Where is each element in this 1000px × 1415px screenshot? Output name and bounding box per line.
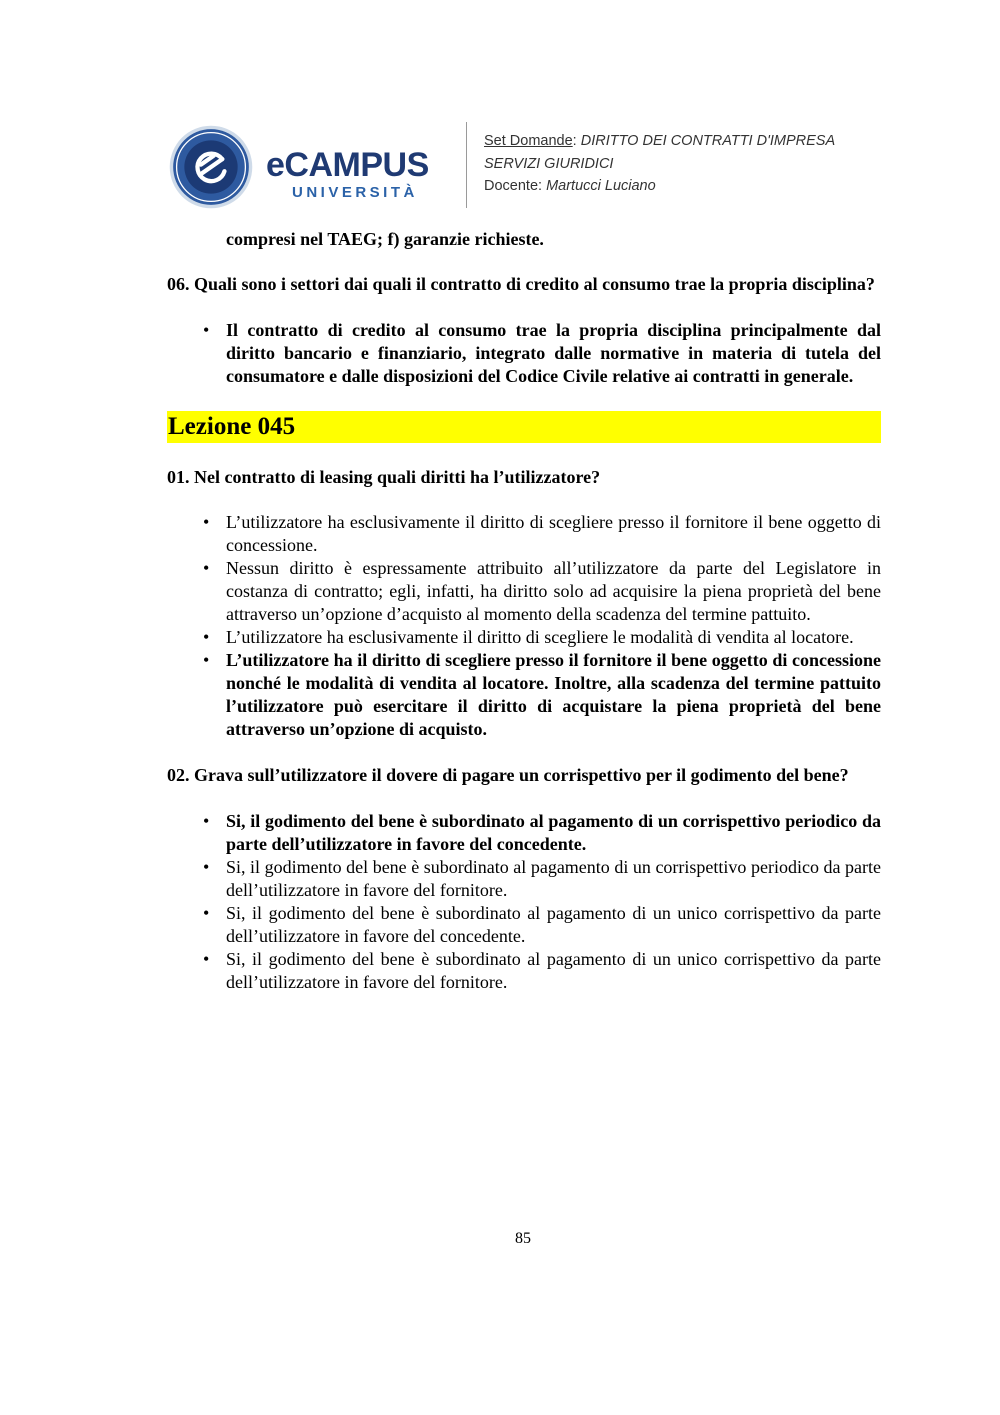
lesson-heading: Lezione 045 [167,411,881,443]
teacher-line [484,175,835,198]
set-value-line-1: DIRITTO DEI CONTRATTI D'IMPRESA [580,133,836,149]
answer-item: • L’utilizzatore ha il diritto di scegliere presso il fornitore il bene oggetto di concessione nonché le modalità di vendita al locatore. Inoltre, alla scadenza del termine pattuito l’utilizzatore può esercitare il diritto di acquistare la piena proprietà del bene attraverso un’opzione di acquisto. [226,649,881,741]
set-label: Set Domande [484,133,573,149]
set-separator: : [572,133,581,149]
question-02: 02. Grava sull’utilizzatore il dovere di pagare un corrispettivo per il godimento del bene? [167,765,849,785]
answer-list-q06 [167,319,881,388]
answer-list-q02 [167,810,881,994]
continuation-text: compresi nel TAEG; f) garanzie richieste. [226,229,544,249]
answer-item: • Si, il godimento del bene è subordinato al pagamento di un corrispettivo periodico da parte dell’utilizzatore in favore del concedente. [226,810,881,856]
answer-item: • Si, il godimento del bene è subordinato al pagamento di un unico corrispettivo da parte dell’utilizzatore in favore del concedente. [226,902,881,948]
answer-item: • L’utilizzatore ha esclusivamente il diritto di scegliere le modalità di vendita al locatore. [226,626,881,649]
header-info [484,130,835,198]
logo-wordmark: eCAMPUS [266,146,429,184]
ecampus-logo [266,146,456,206]
logo-subtitle: UNIVERSITÀ [292,184,418,201]
answer-item: • Il contratto di credito al consumo trae la propria disciplina principalmente dal diritto bancario e finanziario, integrato dalle normative in materia di tutela del consumatore e dalle disposizioni del Codice Civile relative ai contratti in generale. [226,319,881,388]
answer-item: • Si, il godimento del bene è subordinato al pagamento di un unico corrispettivo da parte dell’utilizzatore in favore del fornitore. [226,948,881,994]
answer-item: • L’utilizzatore ha esclusivamente il diritto di scegliere presso il fornitore il bene oggetto di concessione. [226,511,881,557]
question-06: 06. Quali sono i settori dai quali il contratto di credito al consumo trae la propria disciplina? [167,274,875,294]
set-line-1 [484,130,835,153]
answer-item: • Nessun diritto è espressamente attribuito all’utilizzatore da parte del Legislatore in costanza di contratto; egli, infatti, ha diritto solo ad acquisire la piena proprietà del bene attraverso un’opzione d’acquisto al momento della scadenza del termine pattuito. [226,557,881,626]
answer-list-q01 [167,511,881,741]
page-header [166,122,886,212]
teacher-separator: : [538,178,547,194]
header-divider [466,122,467,208]
answer-item: • Si, il godimento del bene è subordinato al pagamento di un corrispettivo periodico da parte dell’utilizzatore in favore del fornitore. [226,856,881,902]
teacher-label: Docente [484,178,539,194]
page-number: 85 [515,1230,531,1247]
teacher-value: Martucci Luciano [546,178,656,194]
set-value-line-2: SERVIZI GIURIDICI [484,155,614,172]
ecampus-emblem-icon [168,124,254,210]
page-content [167,226,881,994]
question-01: 01. Nel contratto di leasing quali diritti ha l’utilizzatore? [167,467,601,487]
